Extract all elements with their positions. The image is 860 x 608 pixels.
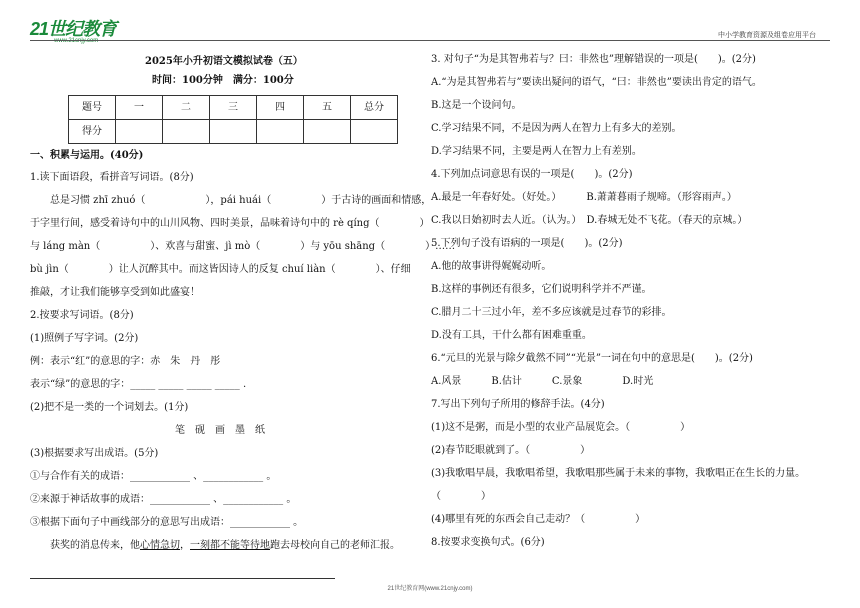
question-line: 1.读下面语段，看拼音写词语。(8分) [30,172,194,183]
question-line: 4.下列加点词意思有误的一项是( )。(2分) [431,169,633,180]
header-right-text: 中小学教育资源及组卷应用平台 [718,32,816,39]
paper-title: 2025年小升初语文模拟试卷（五） [145,56,303,67]
question-line: 例：表示“红”的意思的字：赤 朱 丹 彤 [30,356,221,367]
score-cell [116,120,163,144]
question-line: 推敲，才让我们能够享受到如此盛宴！ [30,287,200,298]
question-line: (3)根据要求写出成语。(5分) [30,448,159,459]
question-line: (3)我歌唱早晨，我歌唱希望，我歌唱那些属于未来的事物，我歌唱正在生长的力量。 [431,468,806,479]
score-cell: 三 [210,96,257,120]
question-line: (1)照例子写字词。(2分) [30,333,139,344]
question-line: 笔 砚 画 墨 纸 [175,425,265,436]
question-line: D.学习结果不同，主要是两人在智力上有差别。 [431,146,642,157]
question-line: A.最是一年春好处。（好处。） B.萧萧暮雨子规啼。（形容雨声。） [431,192,737,203]
question-line: A.“为是其智弗若与”要读出疑问的语气，“曰：非然也”要读出肯定的语气。 [431,77,762,88]
question-line: 2.按要求写词语。(8分) [30,310,134,321]
paper-time: 时间：100分钟 满分：100分 [152,75,294,86]
question-line: C.腊月二十三过小年，差不多应该就是过春节的彩排。 [431,307,672,318]
question-line: B.这是一个设问句。 [431,100,522,111]
question-line: 8.按要求变换句式。(6分) [431,537,545,548]
score-cell [163,120,210,144]
footer-divider [30,578,335,579]
question-line: （ ） [431,491,491,502]
question-line: ①与合作有关的成语：____________ 、____________ 。 [30,471,277,482]
footer-text: 21世纪教育网(www.21cnjy.com) [387,586,473,592]
question-line: 与 láng màn（ ）、欢喜与甜蜜、jì mò（ ）与 yōu shāng（ ）…… [30,241,456,252]
logo-sub: www.21cnjy.com [54,38,99,44]
score-cell: 得分 [69,120,116,144]
score-cell: 五 [304,96,351,120]
question-line: A.风景 B.估计 C.景象 D.时光 [431,376,654,387]
question-line: C.学习结果不同，不是因为两人在智力上有多大的差别。 [431,123,682,134]
sentence-part: 跑去母校向自己的老师汇报。 [270,540,400,551]
underlined-phrase: 一刻都不能等待地 [190,540,270,551]
question-line: 7.写出下列句子所用的修辞手法。(4分) [431,399,605,410]
section-heading: 一、积累与运用。(40分) [30,150,144,161]
question-line: 3. 对句子“为是其智弗若与？曰：非然也”理解错误的一项是( )。(2分) [431,54,756,65]
question-line: 表示“绿”的意思的字：_____ _____ _____ _____ . [30,379,247,390]
question-line: 于字里行间，感受着诗句中的山川风物、四时美景，品味着诗句中的 rè qíng（ ） [30,218,430,229]
question-line: (4)哪里有死的东西会自己走动？（ ） [431,514,646,525]
question-line: C.我以日始初时去人近。（认为。） D.春城无处不飞花。（春天的京城。） [431,215,748,226]
question-line: B.这样的事例还有很多，它们说明科学并不严谨。 [431,284,652,295]
header-divider [30,40,830,41]
score-cell: 总分 [351,96,398,120]
question-line: bù jìn（ ）让人沉醉其中。而这皆因诗人的反复 chuí liàn（ ）、仔细 [30,264,411,275]
score-cell [210,120,257,144]
question-line: 总是习惯 zhī zhuó（ ），pái huái（ ）于古诗的画面和情感， [30,195,432,206]
question-line: A.他的故事讲得娓娓动听。 [431,261,552,272]
score-cell [304,120,351,144]
score-row-values [69,120,398,144]
score-cell [351,120,398,144]
sentence-part: 获奖的消息传来，他 [30,540,140,551]
question-line: 5.下列句子没有语病的一项是( )。(2分) [431,238,623,249]
question-line: ③根据下面句子中画线部分的意思写出成语：____________ 。 [30,517,304,528]
score-row-header [69,96,398,120]
score-cell [257,120,304,144]
score-cell: 一 [116,96,163,120]
header-logo [30,14,116,42]
question-line: (1)这不是粥，而是小型的农业产品展览会。（ ） [431,422,691,433]
logo-text: 21世纪教育 [30,19,117,39]
question-line: D.没有工具，干什么都有困难重重。 [431,330,592,341]
underlined-phrase: 心情急切 [140,540,180,551]
question-line: ②来源于神话故事的成语：____________ 、____________ 。 [30,494,297,505]
score-cell: 二 [163,96,210,120]
score-cell: 题号 [69,96,116,120]
question-line: (2)春节眨眼就到了。（ ） [431,445,591,456]
score-table [68,95,398,144]
sentence-part: ， [180,540,190,551]
question-line: 6.“元旦的光景与除夕截然不同”“光景”一词在句中的意思是( )。(2分) [431,353,753,364]
question-line: (2)把不是一类的一个词划去。(1分) [30,402,189,413]
score-cell: 四 [257,96,304,120]
question-line [30,540,400,552]
